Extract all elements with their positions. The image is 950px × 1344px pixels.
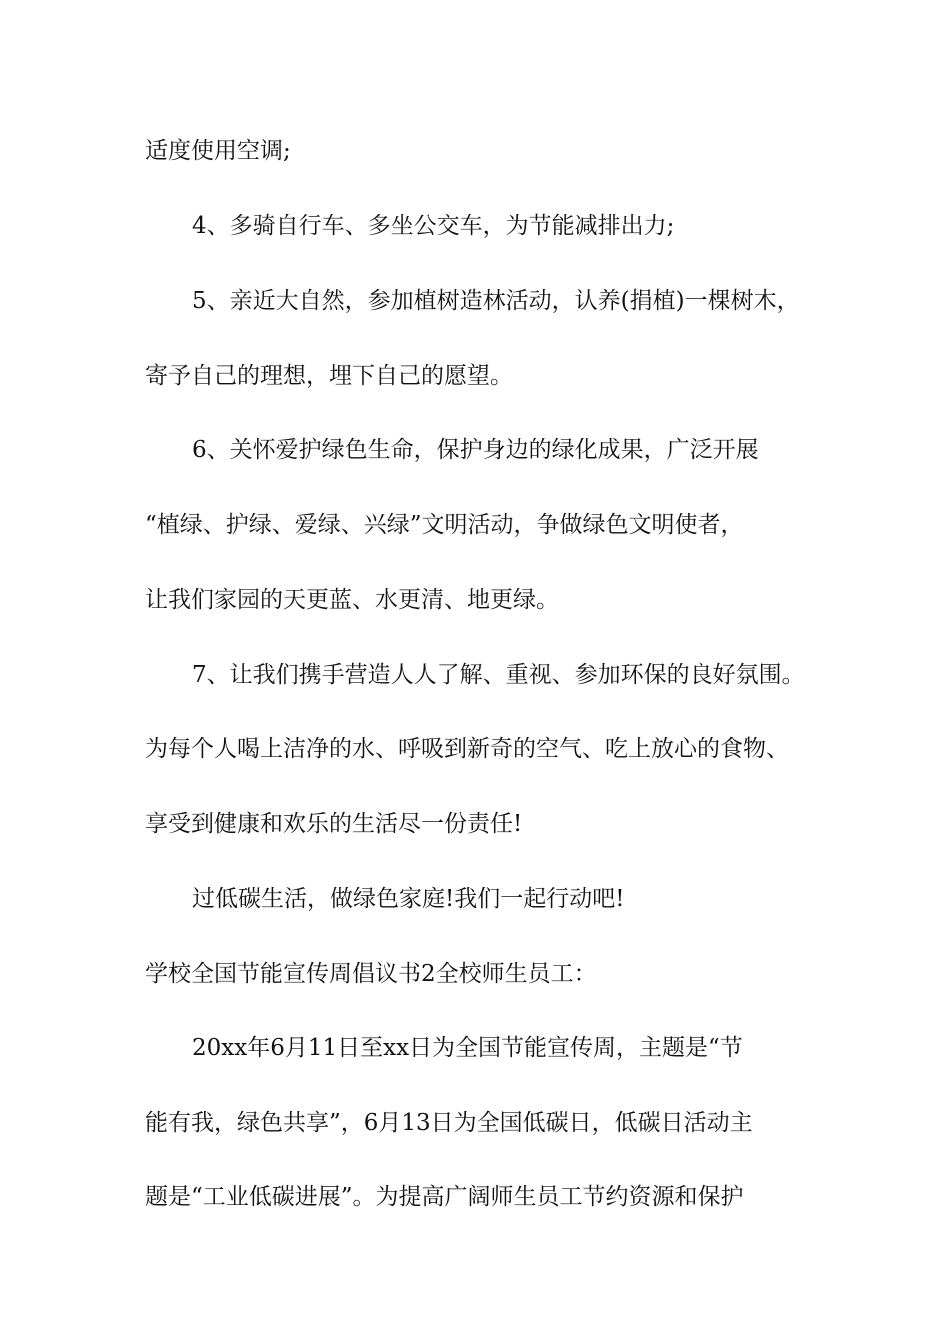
section-heading: 学校全国节能宣传周倡议书2全校师生员工： [145,961,597,987]
paragraph-line: 能有我，绿色共享”，6月13日为全国低碳日，低碳日活动主 [145,1110,753,1136]
text-line: “植绿、护绿、爱绿、兴绿”文明活动，争做绿色文明使者， [145,512,744,538]
list-item-4: 4、多骑自行车、多坐公交车，为节能减排出力; [192,213,675,239]
text-line: 适度使用空调; [145,138,291,164]
list-item-6: 6、关怀爱护绿色生命，保护身边的绿化成果，广泛开展 [192,437,759,463]
text-line: 让我们家园的天更蓝、水更清、地更绿。 [145,587,559,613]
paragraph-line: 题是“工业低碳进展”。为提高广阔师生员工节约资源和保护 [145,1184,744,1210]
closing-slogan: 过低碳生活，做绿色家庭!我们一起行动吧! [192,886,625,912]
paragraph-line: 20xx年6月11日至xx日为全国节能宣传周，主题是“节 [192,1035,743,1061]
text-line: 为每个人喝上洁净的水、呼吸到新奇的空气、吃上放心的食物、 [145,736,789,762]
list-item-5: 5、亲近大自然，参加植树造林活动，认养(捐植)一棵树木， [192,288,800,314]
list-item-7: 7、让我们携手营造人人了解、重视、参加环保的良好氛围。 [192,662,805,688]
text-line: 寄予自己的理想，埋下自己的愿望。 [145,363,513,389]
text-line: 享受到健康和欢乐的生活尽一份责任! [145,811,523,837]
